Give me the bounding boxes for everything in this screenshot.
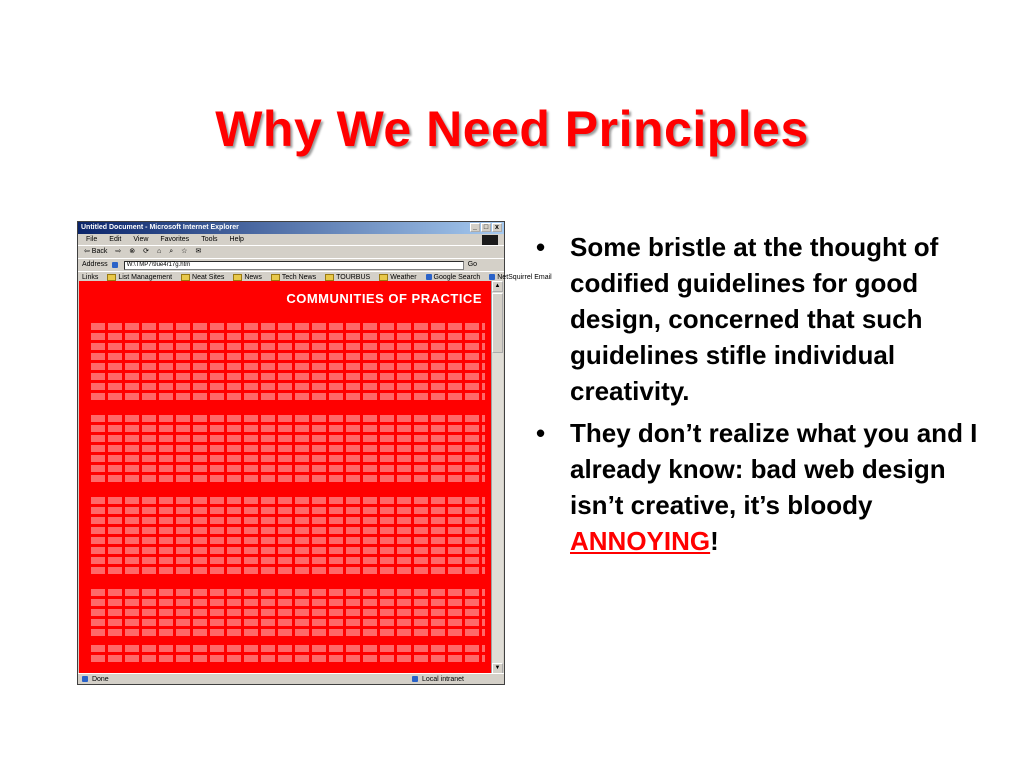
- faint-text-line: [91, 475, 485, 482]
- faint-text-line: [91, 343, 485, 350]
- minimize-button[interactable]: _: [470, 223, 480, 232]
- links-label: Links: [82, 274, 99, 281]
- faint-text-line: [91, 435, 485, 442]
- faint-text-line: [91, 599, 485, 606]
- folder-icon: [233, 274, 242, 281]
- browser-screenshot: [77, 221, 552, 685]
- faint-text-line: [91, 567, 485, 574]
- browser-statusbar: [78, 673, 504, 684]
- bullet-item-1: [530, 229, 1000, 409]
- link-tourbus[interactable]: TOURBUS: [325, 272, 370, 283]
- folder-icon: [107, 274, 116, 281]
- faint-text-line: [91, 353, 485, 360]
- bullet-text: Some bristle at the thought of codified guidelines for good design, concerned that such guidelines stifle individual creativity.: [570, 232, 939, 406]
- browser-toolbar: [78, 245, 504, 258]
- home-icon[interactable]: ⌂: [157, 248, 162, 255]
- faint-text-line: [91, 619, 485, 626]
- web-page-content: [79, 281, 492, 674]
- page-status-icon: [82, 676, 88, 682]
- menu-edit[interactable]: Edit: [109, 236, 122, 243]
- menu-view[interactable]: View: [133, 236, 149, 243]
- security-zone: Local intranet: [412, 674, 464, 685]
- vertical-scrollbar[interactable]: [491, 281, 503, 674]
- back-button[interactable]: ⇦ Back: [84, 248, 108, 255]
- link-weather[interactable]: Weather: [379, 272, 416, 283]
- faint-text-line: [91, 537, 485, 544]
- faint-text-line: [91, 655, 485, 662]
- bullet-list: [530, 229, 1000, 565]
- page-icon: [112, 262, 118, 268]
- faint-text-line: [91, 323, 485, 330]
- bullet-marker: •: [536, 232, 546, 262]
- faint-text-line: [91, 445, 485, 452]
- ie-link-icon: [426, 274, 432, 280]
- folder-icon: [181, 274, 190, 281]
- link-google-search[interactable]: Google Search: [426, 272, 481, 283]
- mail-icon[interactable]: ✉: [195, 248, 202, 255]
- search-icon[interactable]: ⌕: [169, 248, 174, 255]
- faint-text-line: [91, 333, 485, 340]
- bullet-text: They don’t realize what you and I already know: bad web design isn’t creative, it’s bloody: [570, 418, 978, 520]
- folder-icon: [379, 274, 388, 281]
- faint-text-line: [91, 589, 485, 596]
- menu-tools[interactable]: Tools: [201, 236, 218, 243]
- faint-text-line: [91, 373, 485, 380]
- close-button[interactable]: x: [492, 223, 502, 232]
- annoying-emphasis: ANNOYING: [570, 526, 711, 556]
- scroll-up-icon[interactable]: ▲: [492, 281, 503, 292]
- faint-text-line: [91, 645, 485, 652]
- link-tech-news[interactable]: Tech News: [271, 272, 316, 283]
- scroll-thumb[interactable]: [492, 293, 503, 353]
- ie-link-icon: [489, 274, 495, 280]
- stop-icon[interactable]: ⊗: [129, 248, 136, 255]
- page-heading: COMMUNITIES OF PRACTICE: [286, 291, 482, 306]
- go-button[interactable]: Go: [467, 261, 478, 268]
- faint-text-line: [91, 455, 485, 462]
- folder-icon: [271, 274, 280, 281]
- faint-text-line: [91, 609, 485, 616]
- browser-menubar: [78, 234, 504, 245]
- faint-text-line: [91, 465, 485, 472]
- refresh-icon[interactable]: ⟳: [143, 248, 149, 255]
- forward-button[interactable]: ⇨: [115, 248, 122, 255]
- link-news[interactable]: News: [233, 272, 262, 283]
- bullet-item-2: [530, 415, 1000, 559]
- faint-text-line: [91, 517, 485, 524]
- faint-text-line: [91, 393, 485, 400]
- browser-titlebar: [78, 222, 504, 234]
- bullet-marker: •: [536, 418, 546, 448]
- menu-file[interactable]: File: [86, 236, 98, 243]
- address-label: Address: [82, 261, 108, 268]
- faint-text-line: [91, 547, 485, 554]
- favorites-icon[interactable]: ☆: [181, 248, 188, 255]
- address-input[interactable]: W:\TMP7\9ue4r17g.htm: [124, 261, 464, 270]
- maximize-button[interactable]: □: [481, 223, 491, 232]
- link-netsquirrel-email[interactable]: NetSquirrel Email: [489, 272, 551, 283]
- menu-favorites[interactable]: Favorites: [160, 236, 190, 243]
- windows-logo-icon: [482, 235, 498, 245]
- link-neat-sites[interactable]: Neat Sites: [181, 272, 224, 283]
- faint-text-line: [91, 527, 485, 534]
- status-text: Done: [91, 676, 109, 683]
- faint-text-line: [91, 415, 485, 422]
- intranet-icon: [412, 676, 418, 682]
- address-bar: [78, 258, 504, 271]
- slide-title: Why We Need Principles: [215, 101, 809, 157]
- faint-text-line: [91, 383, 485, 390]
- browser-window-title: Untitled Document - Microsoft Internet Explorer: [81, 224, 239, 231]
- bullet-suffix: !: [710, 526, 719, 556]
- faint-text-line: [91, 557, 485, 564]
- link-list-management[interactable]: List Management: [107, 272, 172, 283]
- faint-text-line: [91, 629, 485, 636]
- faint-text-line: [91, 363, 485, 370]
- faint-text-line: [91, 507, 485, 514]
- menu-help[interactable]: Help: [229, 236, 244, 243]
- scroll-down-icon[interactable]: ▼: [492, 663, 503, 674]
- faint-text-line: [91, 425, 485, 432]
- folder-icon: [325, 274, 334, 281]
- faint-text-line: [91, 497, 485, 504]
